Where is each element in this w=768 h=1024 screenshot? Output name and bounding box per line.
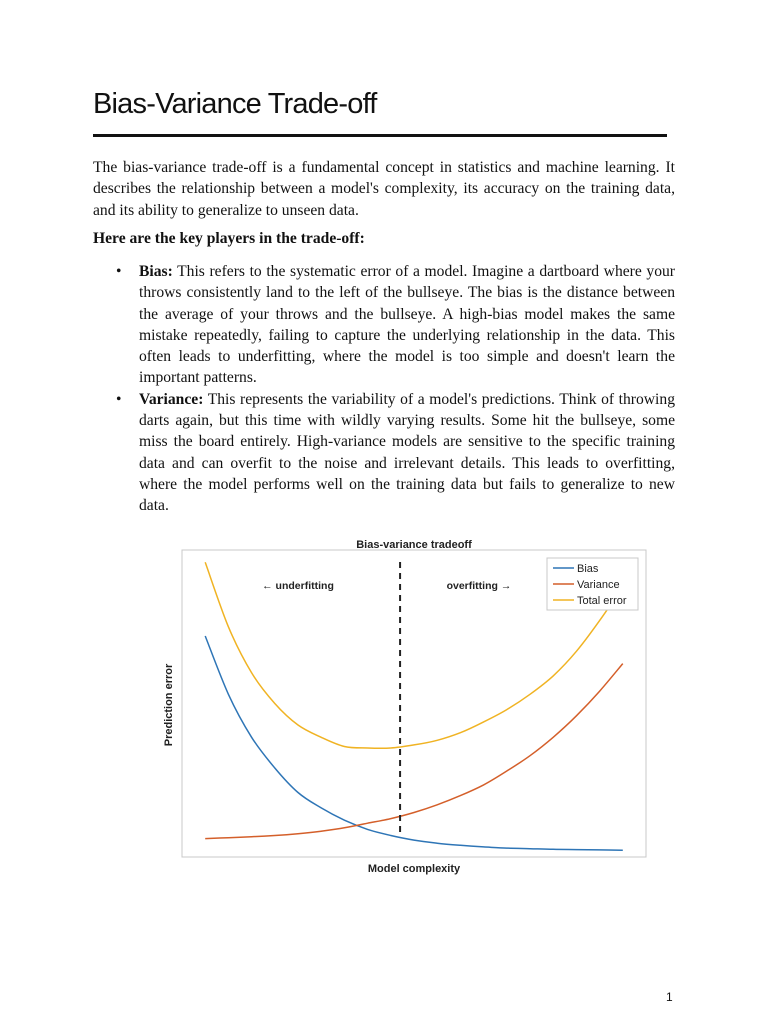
series-line-variance xyxy=(205,664,623,839)
page-title: Bias-Variance Trade-off xyxy=(93,88,377,120)
overfitting-label: overfitting → xyxy=(446,580,512,592)
list-item-variance xyxy=(93,389,675,517)
legend xyxy=(547,558,638,610)
underfitting-label: ← underfitting xyxy=(262,580,334,592)
bullet-term: Bias: xyxy=(139,263,173,280)
bias-variance-chart xyxy=(160,530,650,880)
title-rule xyxy=(93,134,667,137)
bullet-dot: • xyxy=(116,390,122,408)
chart-title: Bias-variance tradeoff xyxy=(356,539,472,551)
legend-label-variance: Variance xyxy=(577,579,620,591)
legend-label-bias: Bias xyxy=(577,563,599,575)
legend-label-total-error: Total error xyxy=(577,595,627,607)
lead-sentence: Here are the key players in the trade-off: xyxy=(93,230,365,247)
bullet-text: This represents the variability of a model's predictions. Think of throwing darts again, but this time with wildly varying results. Some hit the bullseye, some miss the board entirely. High-variance models are sensitive to the specific training data and can overfit to the noise and irrelevant details. This leads to overfitting, where the model performs well on the training data but fails to generalize to new data. xyxy=(139,390,675,515)
page-number: 1 xyxy=(666,990,673,1004)
list-item-bias xyxy=(93,261,675,389)
bullet-dot: • xyxy=(116,263,122,280)
intro-paragraph: The bias-variance trade-off is a fundamental concept in statistics and machine learning. It describes the relationship between a model's complexity, its accuracy on the training data, and its ability to generalize to unseen data. xyxy=(93,159,675,219)
bullet-term: Variance: xyxy=(139,390,204,408)
x-axis-label: Model complexity xyxy=(367,863,461,875)
key-players-list xyxy=(93,261,675,517)
y-axis-label: Prediction error xyxy=(163,663,175,747)
bullet-text: This refers to the systematic error of a model. Imagine a dartboard where your throws consistently land to the left of the bullseye. The bias is the distance between the average of your throws and the bullseye. A high-bias model makes the same mistake repeatedly, failing to capture the underlying relationship in the data. This often leads to underfitting, where the model is too simple and doesn't learn the important patterns. xyxy=(139,263,675,387)
